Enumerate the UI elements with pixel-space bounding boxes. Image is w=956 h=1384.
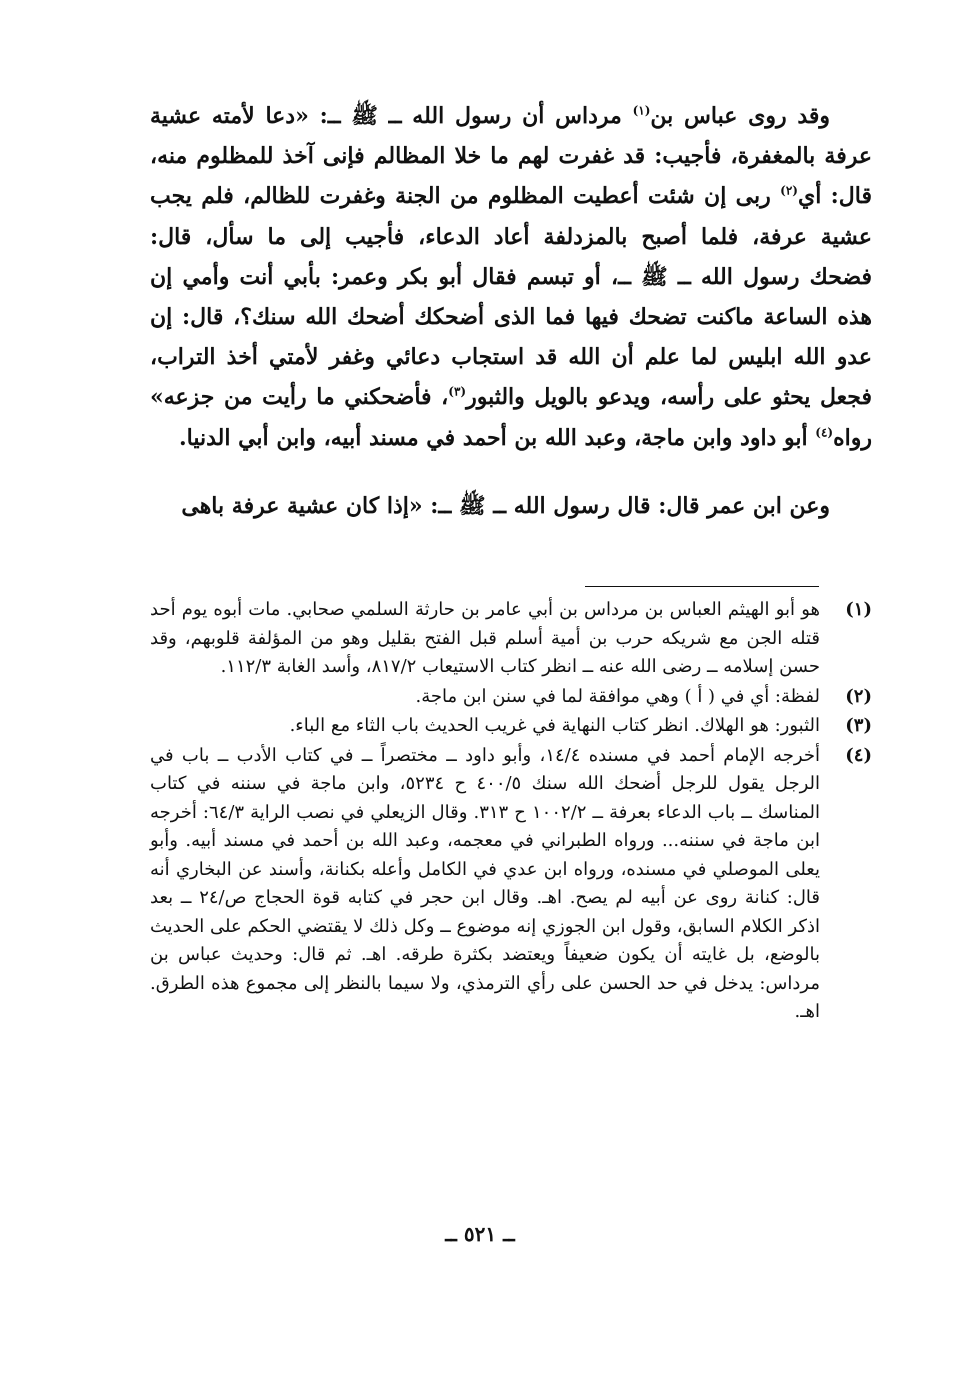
paragraph-1-part-b: مرداس أن رسول الله ــ ﷺ ــ: «دعا لأمته عشية عرفة بالمغفرة، فأجيب: قد غفرت لهم ما خلا المظالم فإنى آخذ للمظلوم منه، قال: أي bbox=[150, 103, 872, 210]
footnote-ref-2: (٢) bbox=[780, 184, 798, 199]
footnote-text: أخرجه الإمام أحمد في مسنده ١٤/٤، وأبو داود ــ مختصراً ــ في كتاب الأدب ــ باب في الرجل يقول للرجل أضحك الله سنك ٤٠٠/٥ ح ٥٢٣٤، وابن ماجة في سننه في كتاب المناسك ــ باب الدعاء بعرفة ــ ١٠٠٢/٢ ح ٣١٣. وقال الزيعلي في نصب الراية ٦٤/٣: أخرجه ابن ماجة في سننه... ورواه الطبراني في معجمه، وعبد الله بن أحمد في مسند أبيه. وأبو يعلى الموصلي في مسنده، ورواه ابن عدي في الكامل وأعله بكنانة، وأسند عن البخاري أنه قال: كنانة روى عن أبيه لم يصح. اهـ. وقال ابن حجر في كتابه قوة الحجاج ص/٢٤ ــ بعد اذكر الكلام السابق، وقول ابن الجوزي إنه موضوع ــ وكل ذلك لا يقتضي الحكم على الحديث بالوضع، بل غايته أن يكون ضعيفاً ويعتضد بكثرة طرقه. اهـ. ثم قال: وحديث عباس بن مرداس: يدخل في حد الحسن على رأي الترمذي، ولا سيما بالنظر إلى مجموع هذه الطرق. اهـ. bbox=[150, 744, 821, 1022]
footnote-number: (٤) bbox=[845, 744, 872, 766]
footnote-ref-3: (٣) bbox=[448, 385, 467, 400]
footnote-2 bbox=[150, 683, 872, 712]
footnote-text: الثبور: هو الهلاك. انظر كتاب النهاية في غريب الحديث باب الثاء مع الباء. bbox=[289, 715, 820, 736]
paragraph-1-part-d: ، فأضحكني ما رأيت من جزعه» رواه bbox=[150, 384, 872, 451]
footnote-number: (٣) bbox=[845, 715, 872, 736]
paragraph-2: وعن ابن عمر قال: قال رسول الله ــ ﷺ ــ: «إذا كان عشية عرفة باهى bbox=[181, 492, 830, 519]
footnote-ref-4: (٤) bbox=[815, 425, 834, 440]
footnote-divider bbox=[585, 586, 819, 587]
footnote-3 bbox=[150, 712, 872, 741]
paragraph-1-part-e: أبو داود وابن ماجة، وعبد الله بن أحمد في مسند أبيه، وابن أبي الدنيا. bbox=[178, 424, 816, 451]
footnote-text: لفظة: أي في ( أ ) وهي موافقة لما في سنن ابن ماجة. bbox=[415, 685, 820, 707]
footnote-number: (٢) bbox=[845, 685, 872, 707]
page-number: ــ ٥٢١ ــ bbox=[445, 1222, 515, 1246]
footnote-ref-1: (١) bbox=[632, 103, 651, 118]
footnote-4 bbox=[150, 742, 872, 1027]
main-text bbox=[150, 96, 872, 526]
footnote-1 bbox=[150, 596, 872, 682]
footnote-text: هو أبو الهيثم العباس بن مرداس بن أبي عامر بن حارثة السلمي صحابي. مات أبوه يوم أحد قتله الجن مع شريكه حرب بن أمية أسلم قبل الفتح بقليل وهو من المؤلفة قلوبهم، وقد حسن إسلامه ــ رضى الله عنه ــ انظر كتاب الاستيعاب ٨١٧/٢، وأسد الغابة ١١٢/٣. bbox=[150, 599, 820, 677]
footnotes bbox=[150, 596, 872, 1028]
paragraph-1-part-a: وقد روى عباس بن bbox=[650, 103, 831, 129]
paragraph-1 bbox=[150, 96, 872, 458]
paragraph-1-part-c: ربى إن شئت أعطيت المظلوم من الجنة وغفرت للظالم، فلم يجب عشية عرفة، فلما أصبح بالمزدلفة أعاد الدعاء، فأجيب إلى ما سأل، قال: فضحك رسول الله ــ ﷺ ــ، أو تبسم فقال أبو بكر وعمر: بأبي أنت وأمي إن هذه الساعة ماكنت تضحك فيها فما الذى أضحكك أضحك الله سنك؟، قال: إن عدو الله ابليس لما علم أن الله قد استجاب دعائي وغفر لأمتي أخذ التراب، فجعل يحثو على رأسه، ويدعو بالويل والثبور bbox=[150, 183, 873, 411]
footnote-number: (١) bbox=[845, 599, 872, 620]
